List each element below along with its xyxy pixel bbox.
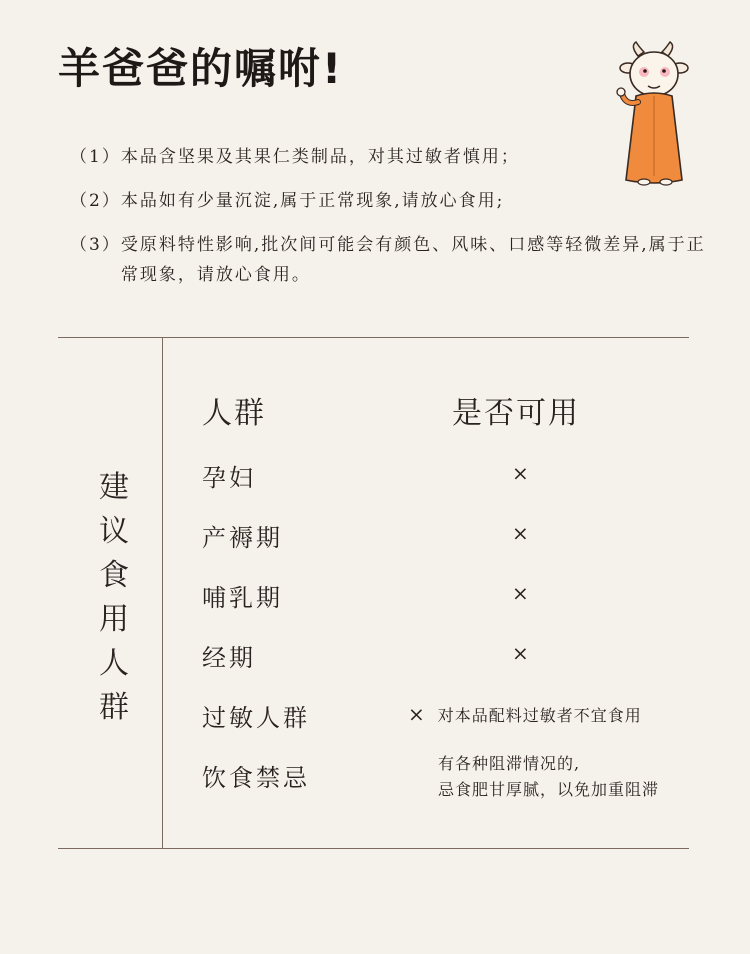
side-label: 建议食用人群 (99, 470, 129, 725)
table-bottom-rule (58, 848, 689, 849)
note-text: 本品含坚果及其果仁类制品，对其过敏者慎用； (120, 147, 520, 167)
row-mark: × (512, 461, 529, 485)
table-top-rule (58, 337, 689, 338)
row-label: 经期 (202, 644, 256, 672)
page-title: 羊爸爸的嘱咐! (58, 44, 344, 93)
row-mark: × (512, 581, 529, 605)
note-text: 受原料特性影响,批次间可能会有颜色、风味、口感等轻微差异,属于正常现象，请放心食用。 (120, 235, 706, 285)
row-label: 孕妇 (202, 464, 256, 492)
row-mark: × (512, 521, 529, 545)
table-divider (162, 337, 163, 848)
row-note (438, 751, 659, 803)
header-group: 人群 (202, 396, 266, 431)
note-number: （1） (70, 147, 121, 167)
row-mark-with-note (408, 702, 642, 726)
row-note-line: 有各种阻滞情况的, (438, 754, 581, 773)
note-item (70, 186, 710, 216)
notes-list (70, 142, 710, 304)
row-label: 产褥期 (202, 524, 283, 552)
note-number: （2） (70, 191, 121, 211)
note-number: （3） (70, 235, 121, 255)
note-text: 本品如有少量沉淀,属于正常现象,请放心食用; (120, 191, 505, 211)
row-mark: × (512, 641, 529, 665)
row-label: 饮食禁忌 (202, 764, 310, 792)
row-note-line: 忌食肥甘厚腻，以免加重阻滞 (438, 780, 660, 799)
row-label: 过敏人群 (202, 704, 310, 732)
row-mark: × (408, 702, 426, 726)
row-note: 对本品配料过敏者不宜食用 (437, 705, 642, 725)
note-item (70, 230, 710, 290)
header-availability: 是否可用 (452, 396, 580, 431)
note-item (70, 142, 710, 172)
row-label: 哺乳期 (202, 584, 283, 612)
